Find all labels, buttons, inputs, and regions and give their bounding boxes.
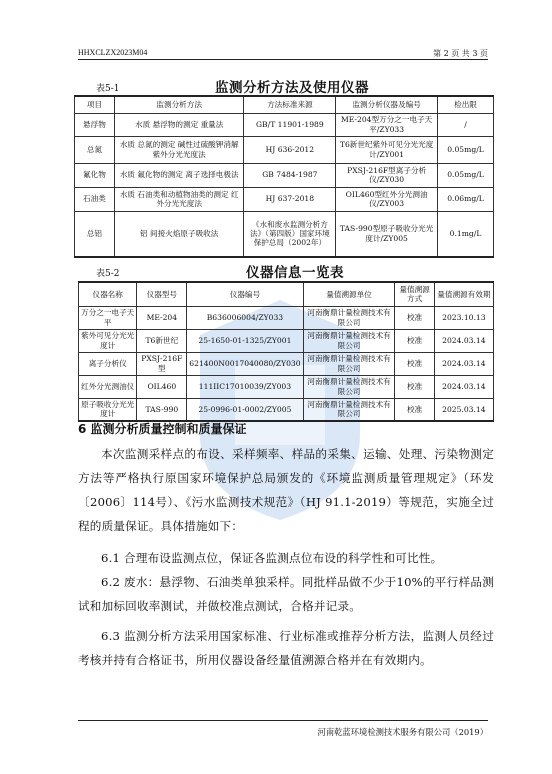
table-cell: ME-204 bbox=[137, 306, 187, 329]
table-cell: 紫外可见分光光度计 bbox=[79, 329, 137, 352]
table-cell: 校准 bbox=[395, 352, 434, 375]
table-cell: 水质 氟化物的测定 离子选择电极法 bbox=[114, 163, 244, 187]
table-cell: 水质 总氮的测定 碱性过硫酸钾消解紫外分光光度法 bbox=[114, 136, 244, 163]
table-cell: 铝 间接火焰原子吸收法 bbox=[114, 211, 244, 257]
table-cell: OIL460型红外分光测油仪/ZY003 bbox=[336, 187, 438, 211]
table-row bbox=[79, 352, 494, 375]
table-cell: 0.1mg/L bbox=[438, 211, 494, 257]
table-cell: 万分之一电子天平 bbox=[79, 306, 137, 329]
table-cell: 河南衡鼎计量检测技术有限公司 bbox=[303, 352, 395, 375]
table-cell: 《水和废水监测分析方法》（第四版）国家环境保护总局（2002年） bbox=[244, 211, 336, 257]
table-cell: 0.06mg/L bbox=[438, 187, 494, 211]
doc-id: HHXCLZX2023M04 bbox=[78, 48, 148, 57]
table-cell: OIL460 bbox=[137, 375, 187, 398]
table-cell: 2023.10.13 bbox=[434, 306, 493, 329]
column-header: 检出限 bbox=[438, 96, 494, 113]
table2-title: 仪器信息一览表 bbox=[246, 265, 344, 281]
table-cell: 621400N0017040080/ZY030 bbox=[187, 352, 303, 375]
table-row bbox=[75, 163, 494, 187]
table-cell: 河南衡鼎计量检测技术有限公司 bbox=[303, 398, 395, 421]
column-header: 仪器编号 bbox=[187, 282, 303, 306]
table-cell: GB 7484-1987 bbox=[244, 163, 336, 187]
table-cell: 河南衡鼎计量检测技术有限公司 bbox=[303, 375, 395, 398]
table-row bbox=[75, 187, 494, 211]
table-row bbox=[79, 306, 494, 329]
table2-caption: 表5-2 bbox=[96, 269, 120, 279]
table-row bbox=[79, 329, 494, 352]
column-header: 方法标准来源 bbox=[244, 96, 336, 113]
table-cell: 校准 bbox=[395, 329, 434, 352]
table-cell: 河南衡鼎计量检测技术有限公司 bbox=[303, 306, 395, 329]
table-header-row bbox=[75, 96, 494, 113]
table-cell: 石油类 bbox=[75, 187, 115, 211]
paragraph-6-2: 6.2 废水：悬浮物、石油类单独采样。同批样品做不少于10%的平行样品测试和加标回收率测试，并做校准点测试，合格并记录。 bbox=[78, 575, 494, 613]
table-header-row bbox=[79, 282, 494, 306]
table-cell: 总氮 bbox=[75, 136, 115, 163]
table-cell: 2024.03.14 bbox=[434, 352, 493, 375]
table-cell: 25-1650-01-1325/ZY001 bbox=[187, 329, 303, 352]
table-cell: 水质 石油类和动植物油类的测定 红外分光光度法 bbox=[114, 187, 244, 211]
table-cell: T6新世纪紫外可见分光光度计/ZY001 bbox=[336, 136, 438, 163]
paragraph-6-3: 6.3 监测分析方法采用国家标准、行业标准或推荐分析方法，监测人员经过考核并持有合格证书，所用仪器设备经量值溯源合格并在有效期内。 bbox=[78, 629, 494, 667]
page-header bbox=[78, 46, 488, 60]
table-cell: 2025.03.14 bbox=[434, 398, 493, 421]
table-cell: 111IIC17010039/ZY003 bbox=[187, 375, 303, 398]
paragraph-6-1: 6.1 合理布设监测点位，保证各监测点位布设的科学性和可比性。 bbox=[101, 551, 443, 565]
table-cell: 25-0996-01-0002/ZY005 bbox=[187, 398, 303, 421]
table-row bbox=[79, 375, 494, 398]
section-heading: 6 监测分析质量控制和质量保证 bbox=[78, 422, 247, 436]
table-cell: TAS-990 bbox=[137, 398, 187, 421]
table-cell: B636006004/ZY033 bbox=[187, 306, 303, 329]
column-header: 监测分析仪器及编号 bbox=[336, 96, 438, 113]
table-cell: 0.05mg/L bbox=[438, 163, 494, 187]
table1-caption: 表5-1 bbox=[96, 84, 120, 94]
table-cell: 水质 悬浮物的测定 重量法 bbox=[114, 113, 244, 136]
table-row bbox=[75, 211, 494, 257]
table-cell: 悬浮物 bbox=[75, 113, 115, 136]
company-name: 河南乾蓝环境检测技术服务有限公司（2019） bbox=[317, 727, 488, 737]
table-cell: / bbox=[438, 113, 494, 136]
column-header: 仪器名称 bbox=[79, 282, 137, 306]
table-cell: 氟化物 bbox=[75, 163, 115, 187]
table-cell: TAS-990型原子吸收分光光度计/ZY005 bbox=[336, 211, 438, 257]
table-cell: PXSJ-216F型 bbox=[137, 352, 187, 375]
table-cell: 原子吸收分光光度计 bbox=[79, 398, 137, 421]
column-header: 量值溯源有效期 bbox=[434, 282, 493, 306]
column-header: 监测分析方法 bbox=[114, 96, 244, 113]
table-cell: PXSJ-216F型离子分析仪/ZY030 bbox=[336, 163, 438, 187]
table-cell: 红外分光测油仪 bbox=[79, 375, 137, 398]
table-cell: 总铝 bbox=[75, 211, 115, 257]
table-cell: ME-204型万分之一电子天平/ZY033 bbox=[336, 113, 438, 136]
table-cell: T6新世纪 bbox=[137, 329, 187, 352]
table-row bbox=[75, 113, 494, 136]
table-cell: HJ 637-2018 bbox=[244, 187, 336, 211]
table-cell: 校准 bbox=[395, 306, 434, 329]
methods-table bbox=[74, 95, 494, 258]
column-header: 项目 bbox=[75, 96, 115, 113]
instruments-table bbox=[78, 281, 494, 422]
table-row bbox=[75, 136, 494, 163]
table-cell: 2024.03.14 bbox=[434, 329, 493, 352]
table-row bbox=[79, 398, 494, 421]
table-cell: HJ 636-2012 bbox=[244, 136, 336, 163]
table-cell: 校准 bbox=[395, 398, 434, 421]
table-cell: 2024.03.14 bbox=[434, 375, 493, 398]
intro-paragraph: 本次监测采样点的布设、采样频率、样品的采集、运输、处理、污染物测定方法等严格执行原国家环境保护总局颁发的《环境监测质量管理规定》（环发〔2006〕114号）、《污水监测技术规范》（HJ 91.1-2019）等规范，实施全过程的质量保证。具体措施如下： bbox=[78, 447, 494, 533]
table-cell: 校准 bbox=[395, 375, 434, 398]
column-header: 仪器型号 bbox=[137, 282, 187, 306]
column-header: 量值溯源单位 bbox=[303, 282, 395, 306]
page-footer bbox=[78, 720, 488, 737]
table-cell: 河南衡鼎计量检测技术有限公司 bbox=[303, 329, 395, 352]
column-header: 量值溯源方式 bbox=[395, 282, 434, 306]
table1-title: 监测分析方法及使用仪器 bbox=[215, 80, 369, 96]
table-cell: GB/T 11901-1989 bbox=[244, 113, 336, 136]
table-cell: 0.05mg/L bbox=[438, 136, 494, 163]
table-cell: 离子分析仪 bbox=[79, 352, 137, 375]
page-info: 第 2 页 共 3 页 bbox=[433, 49, 488, 58]
